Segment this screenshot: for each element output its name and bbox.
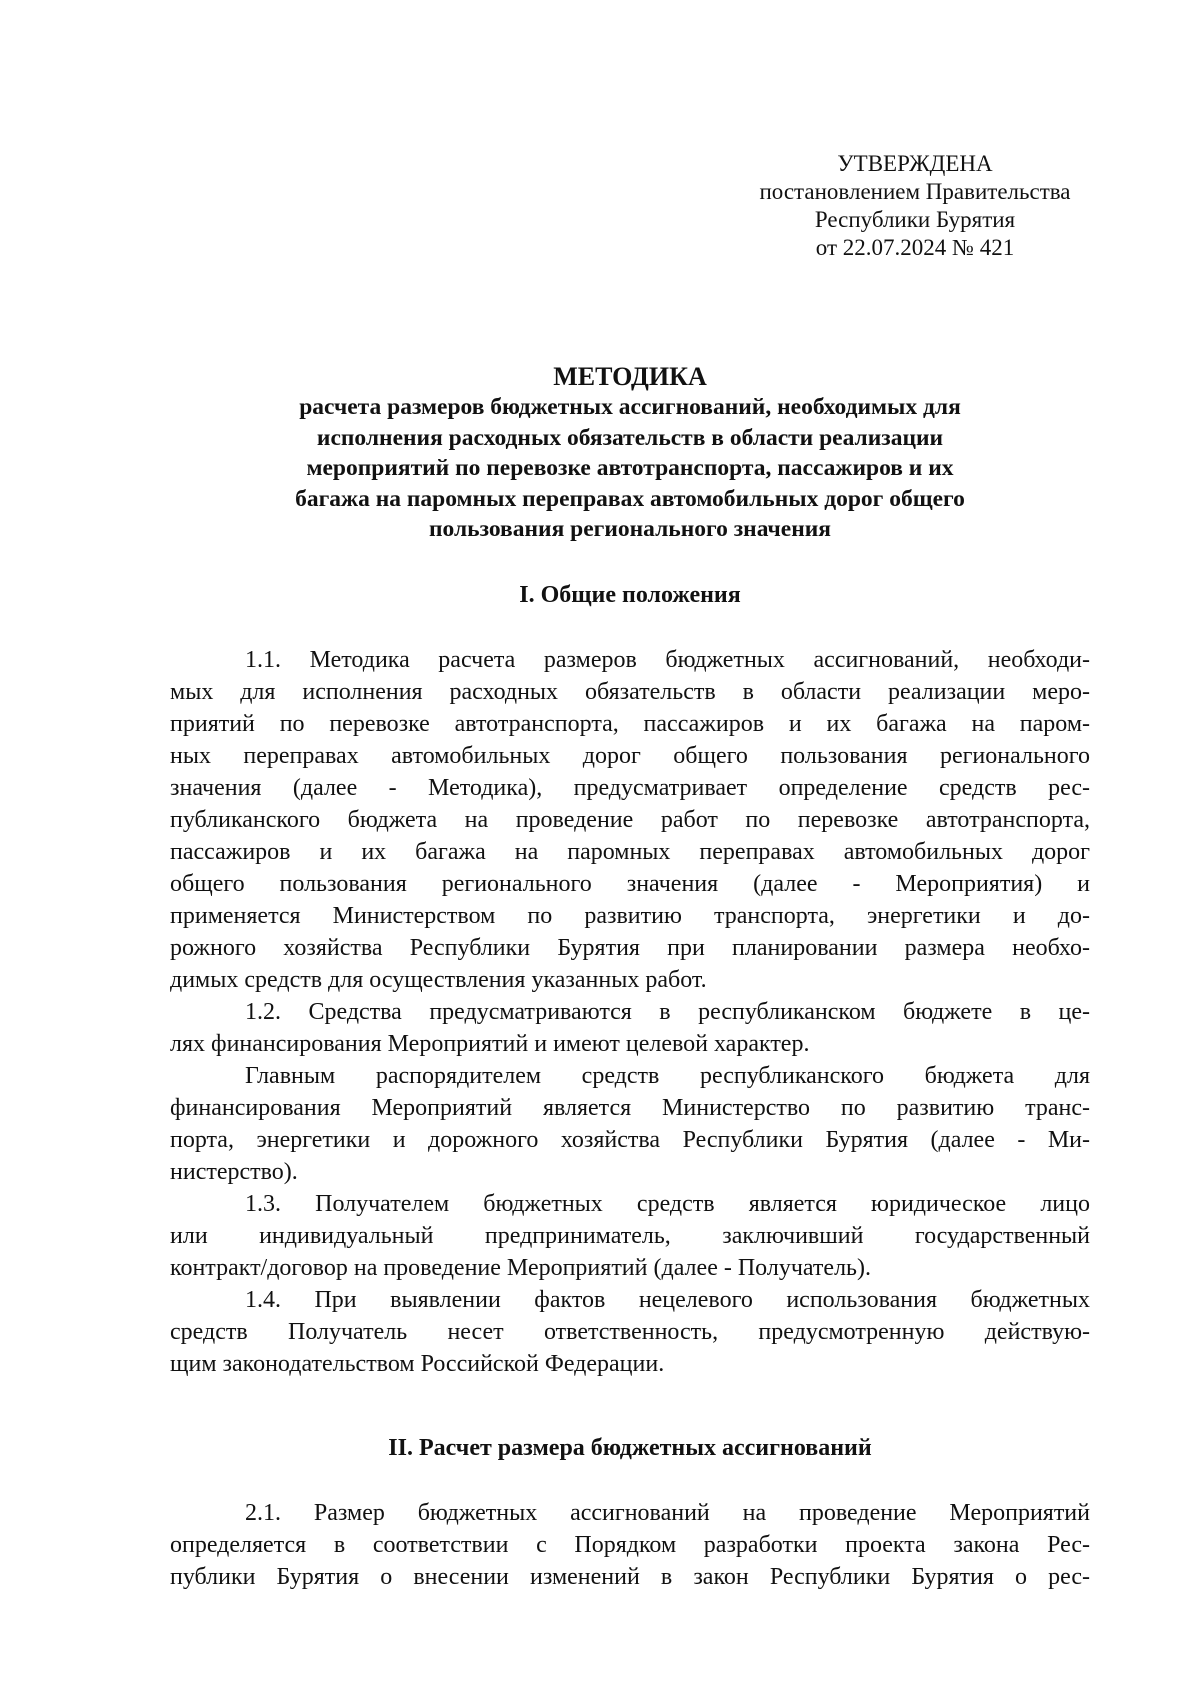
paragraph-1-4-line: 1.4. При выявлении фактов нецелевого использования бюджетных	[245, 1287, 1090, 1313]
paragraph-2-1-line: публики Бурятия о внесении изменений в закон Республики Бурятия о рес-	[170, 1564, 1090, 1590]
paragraph-1-1-line: рожного хозяйства Республики Бурятия при планировании размера необхо-	[170, 935, 1090, 961]
document-subtitle-line: пользования регионального значения	[428, 516, 831, 542]
paragraph-1-1-line: публиканского бюджета на проведение работ по перевозке автотранспорта,	[170, 807, 1090, 833]
section-1-heading: I. Общие положения	[519, 582, 741, 608]
approval-line: постановлением Правительства	[759, 179, 1071, 204]
paragraph-1-1-line: значения (далее - Методика), предусматривает определение средств рес-	[170, 775, 1090, 801]
document-subtitle-line: исполнения расходных обязательств в области реализации	[316, 424, 944, 451]
paragraph-1-1-line: мых для исполнения расходных обязательств в области реализации меро-	[170, 679, 1090, 705]
document-subtitle-line: расчета размеров бюджетных ассигнований, необходимых для	[299, 394, 961, 420]
paragraph-1-4-line: щим законодательством Российской Федерации.	[170, 1351, 665, 1377]
paragraph-1-2-line: лях финансирования Мероприятий и имеют целевой характер.	[170, 1031, 810, 1057]
paragraph-2-1-line: 2.1. Размер бюджетных ассигнований на проведение Мероприятий	[245, 1500, 1090, 1526]
approval-stamp	[745, 150, 1085, 262]
document-title-block	[170, 362, 1090, 545]
document-title: МЕТОДИКА	[553, 362, 707, 391]
section-1-body	[170, 644, 1090, 1380]
paragraph-1-2-line: 1.2. Средства предусматриваются в республиканском бюджете в це-	[245, 999, 1090, 1025]
paragraph-1-1-line: пассажиров и их багажа на паромных переправах автомобильных дорог	[170, 839, 1090, 865]
paragraph-1-1-line: общего пользования регионального значения (далее - Мероприятия) и	[170, 871, 1090, 897]
paragraph-1-3-line: контракт/договор на проведение Мероприятий (далее - Получатель).	[170, 1255, 871, 1281]
paragraph-2-1-line: определяется в соответствии с Порядком разработки проекта закона Рес-	[170, 1532, 1090, 1558]
paragraph-1-1-line: 1.1. Методика расчета размеров бюджетных ассигнований, необходи-	[245, 647, 1090, 673]
document-subtitle-line: багажа на паромных переправах автомобильных дорог общего	[295, 485, 965, 512]
paragraph-1-1-line: применяется Министерством по развитию транспорта, энергетики и до-	[170, 903, 1090, 929]
paragraph-1-4-line: средств Получатель несет ответственность, предусмотренную действую-	[170, 1319, 1090, 1345]
paragraph-main-administrator-line: финансирования Мероприятий является Министерство по развитию транс-	[170, 1095, 1090, 1121]
approval-line: Республики Бурятия	[814, 207, 1016, 232]
paragraph-1-1-line: приятий по перевозке автотранспорта, пассажиров и их багажа на паром-	[170, 711, 1090, 737]
section-2-heading: II. Расчет размера бюджетных ассигнований	[388, 1435, 872, 1461]
approval-line: от 22.07.2024 № 421	[815, 235, 1015, 260]
section-2-body	[170, 1497, 1090, 1593]
paragraph-main-administrator-line: нистерство).	[170, 1159, 298, 1185]
paragraph-1-3-line: 1.3. Получателем бюджетных средств является юридическое лицо	[245, 1191, 1090, 1217]
paragraph-1-1-line: ных переправах автомобильных дорог общего пользования регионального	[170, 743, 1090, 769]
paragraph-main-administrator-line: Главным распорядителем средств республиканского бюджета для	[245, 1063, 1090, 1089]
document-subtitle-line: мероприятий по перевозке автотранспорта, пассажиров и их	[306, 455, 954, 481]
approval-line: УТВЕРЖДЕНА	[837, 151, 993, 176]
paragraph-1-1-line: димых средств для осуществления указанных работ.	[170, 967, 707, 993]
paragraph-1-3-line: или индивидуальный предприниматель, заключивший государственный	[170, 1223, 1090, 1249]
paragraph-main-administrator-line: порта, энергетики и дорожного хозяйства Республики Бурятия (далее - Ми-	[170, 1127, 1090, 1153]
